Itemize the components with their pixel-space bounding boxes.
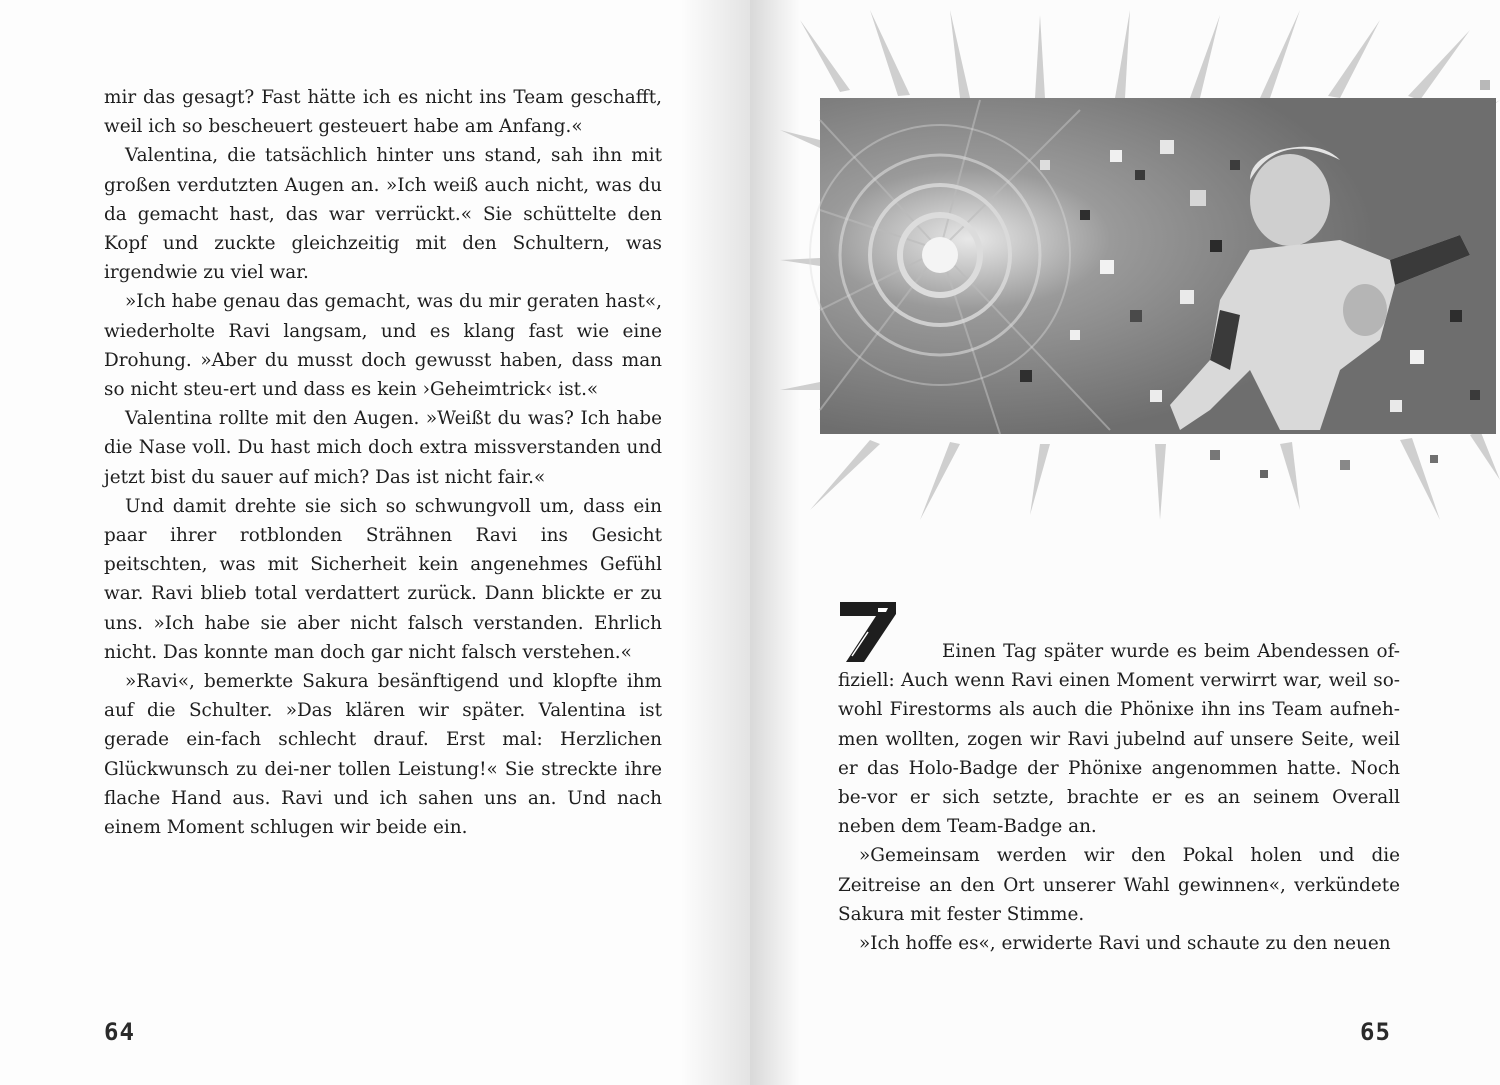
illustration-svg bbox=[780, 10, 1500, 530]
page-number: 65 bbox=[1360, 1018, 1391, 1046]
paragraph: Und damit drehte sie sich so schwungvoll um, dass ein paar ihrer rotblonden Strähnen Ravi ins Gesicht peitschten, was mit Sicherheit kein angenehmes Gefühl war. Ravi blieb total verdattert zurück. Dann blickte er zu uns. »Ich habe sie aber nicht falsch verstanden. Ehrlich nicht. Das konnte man doch gar nicht falsch verstehen.« bbox=[104, 495, 662, 663]
paragraph: »Ich habe genau das gemacht, was du mir geraten hast«, wiederholte Ravi langsam, und es klang fast wie eine Drohung. »Aber du musst doch gewusst haben, dass man so nicht steu-ert und dass es kein ›Geheimtrick‹ ist.« bbox=[104, 291, 662, 401]
right-page bbox=[750, 0, 1500, 1085]
paragraph: »Gemeinsam werden wir den Pokal holen und die Zeitreise an den Ort unserer Wahl gewinnen«, verkündete Sakura mit fester Stimme. bbox=[838, 845, 1400, 925]
paragraph: Valentina, die tatsächlich hinter uns stand, sah ihn mit großen verdutzten Augen an. »Ich weiß auch nicht, was du da gemacht hast, das war verrückt.« Sie schüttelte den Kopf und zuckte gleichzeitig mit den Schultern, was irgendwie zu viel war. bbox=[104, 145, 662, 284]
paragraph: Valentina rollte mit den Augen. »Weißt du was? Ich habe die Nase voll. Du hast mich doch extra missverstanden und jetzt bist du sauer auf mich? Das ist nicht fair.« bbox=[104, 408, 662, 488]
tunnel-light bbox=[922, 237, 958, 273]
paragraph: mir das gesagt? Fast hätte ich es nicht ins Team geschafft, weil ich so bescheuert gesteuert habe am Anfang.« bbox=[104, 87, 662, 138]
paragraph: »Ich hoffe es«, erwiderte Ravi und schaute zu den neuen bbox=[859, 933, 1391, 955]
left-page-text bbox=[104, 83, 662, 842]
paragraph: »Ravi«, bemerkte Sakura besänftigend und klopfte ihm auf die Schulter. »Das klären wir später. Valentina ist gerade ein-fach schlecht drauf. Erst mal: Herzlichen Glückwunsch zu dei-ner tollen Leistung!« Sie streckte ihre flache Hand aus. Ravi und ich sahen uns an. Und nach einem Moment schlugen wir beide ein. bbox=[104, 671, 662, 839]
chapter-illustration bbox=[780, 10, 1500, 530]
page-number: 64 bbox=[104, 1018, 135, 1046]
paragraph: Einen Tag später wurde es beim Abendessen of-fiziell: Auch wenn Ravi einen Moment verwirrt war, weil so-wohl Firestorms als auch die Phönixe ihn ins Team aufneh-men wollten, zogen wir Ravi jubelnd auf unsere Seite, weil er das Holo-Badge der Phönixe angenommen hatte. Noch be-vor er sich setzte, brachte er es an seinem Overall neben dem Team-Badge an. bbox=[838, 641, 1400, 838]
gutter-shadow bbox=[680, 0, 750, 1085]
right-page-text bbox=[838, 637, 1400, 958]
